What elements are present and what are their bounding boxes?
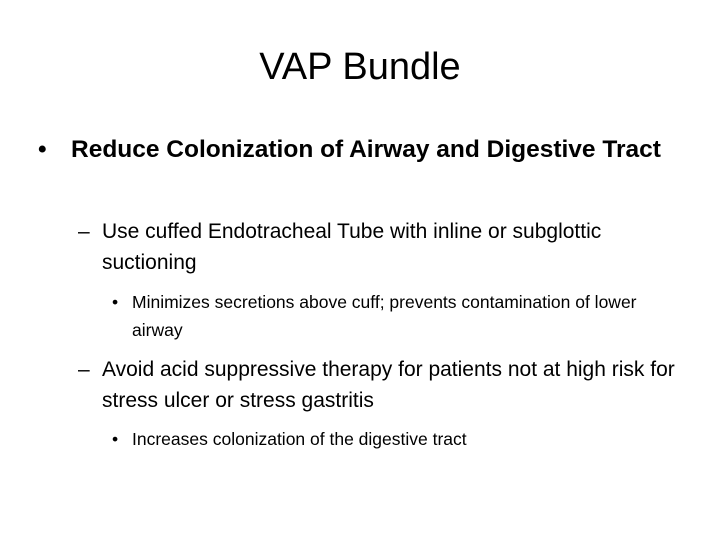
bullet-level1 (38, 133, 678, 167)
detail-bullet-colonization (112, 425, 672, 453)
detail-text: Increases colonization of the digestive tract (132, 429, 467, 449)
sub-bullet-tube (78, 216, 678, 278)
bullet-dot-icon: • (112, 429, 119, 449)
dash-icon: – (78, 358, 90, 381)
bullet-dot-icon: • (112, 292, 119, 312)
detail-bullet-secretions (112, 288, 672, 344)
sub-bullet-text: Avoid acid suppressive therapy for patients not at high risk for stress ulcer or stress gastritis (102, 358, 675, 412)
slide-title: VAP Bundle (259, 46, 461, 88)
detail-text: Minimizes secretions above cuff; prevents contamination of lower airway (132, 292, 637, 340)
sub-bullet-acid (78, 354, 678, 416)
bullet-dot-icon: • (38, 136, 47, 163)
sub-bullet-text: Use cuffed Endotracheal Tube with inline or subglottic suctioning (102, 220, 602, 274)
dash-icon: – (78, 220, 90, 243)
bullet-text: Reduce Colonization of Airway and Digestive Tract (71, 136, 661, 163)
